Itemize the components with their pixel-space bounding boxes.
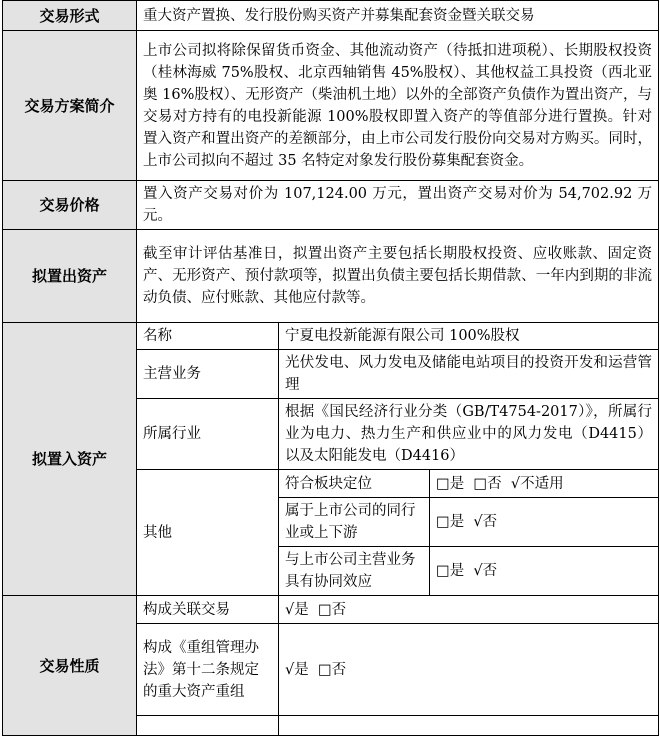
out-assets-value: 截至审计评估基准日，拟置出资产主要包括长期股权投资、应收账款、固定资产、无形资产、预付款项等，拟置出负债主要包括长期借款、一年内到期的非流动负债、应付账款、其他应付款等。 [137,230,659,323]
in-assets-label: 拟置入资产 [3,323,137,596]
other-question-synergy: 与上市公司主营业务具有协同效应 [279,547,430,596]
nature-continued-cell [137,716,279,736]
nature-continued-value [279,716,659,736]
transaction-price-label: 交易价格 [3,181,137,230]
nature-related-answer: √是 □否 [279,596,659,624]
other-answer-positioning: □是 □否 √不适用 [430,470,659,498]
transaction-form-value: 重大资产置换、发行股份购买资产并募集配套资金暨关联交易 [137,1,659,31]
in-assets-industry-value: 根据《国民经济行业分类（GB/T4754-2017）》，所属行业为电力、热力生产和供应业中的风力发电（D4415）以及太阳能发电（D4416） [279,399,659,470]
in-assets-industry-label: 所属行业 [137,399,279,470]
row-out-assets [3,230,659,323]
other-question-same-industry: 属于上市公司的同行业或上下游 [279,498,430,547]
other-answer-synergy: □是 √否 [430,547,659,596]
in-assets-business-value: 光伏发电、风力发电及储能电站项目的投资开发和运营管理 [279,350,659,399]
nature-major-label: 构成《重组管理办法》第十二条规定的重大资产重组 [137,624,279,716]
nature-label: 交易性质 [3,596,137,736]
nature-related-label: 构成关联交易 [137,596,279,624]
plan-summary-value: 上市公司拟将除保留货币资金、其他流动资产（待抵扣进项税）、长期股权投资（桂林海威 75%股权、北京西轴销售 45%股权）、其他权益工具投资（西北亚奥 16%股权）、无形资产（柴油机土地）以外的全部资产负债作为置出资产，与交易对方持有的电投新能源 100%股权即置入资产的等值部分进行置换。针对置入资产和置出资产的差额部分，由上市公司发行股份向交易对方购买。同时，上市公司拟向不超过 35 名特定对象发行股份募集配套资金。 [137,31,659,181]
row-transaction-price [3,181,659,230]
other-answer-same-industry: □是 √否 [430,498,659,547]
transaction-form-label: 交易形式 [3,1,137,31]
nature-major-answer: √是 □否 [279,624,659,716]
row-transaction-form [3,1,659,31]
plan-summary-label: 交易方案简介 [3,31,137,181]
other-question-positioning: 符合板块定位 [279,470,430,498]
in-assets-other-label: 其他 [137,470,279,596]
in-assets-business-label: 主营业务 [137,350,279,399]
transaction-price-value: 置入资产交易对价为 107,124.00 万元，置出资产交易对价为 54,702.92 万元。 [137,181,659,230]
row-plan-summary [3,31,659,181]
transaction-summary-table [2,0,659,736]
out-assets-label: 拟置出资产 [3,230,137,323]
in-assets-name-label: 名称 [137,323,279,350]
in-assets-name-value: 宁夏电投新能源有限公司 100%股权 [279,323,659,350]
row-in-assets-name [3,323,659,350]
row-nature-related [3,596,659,624]
